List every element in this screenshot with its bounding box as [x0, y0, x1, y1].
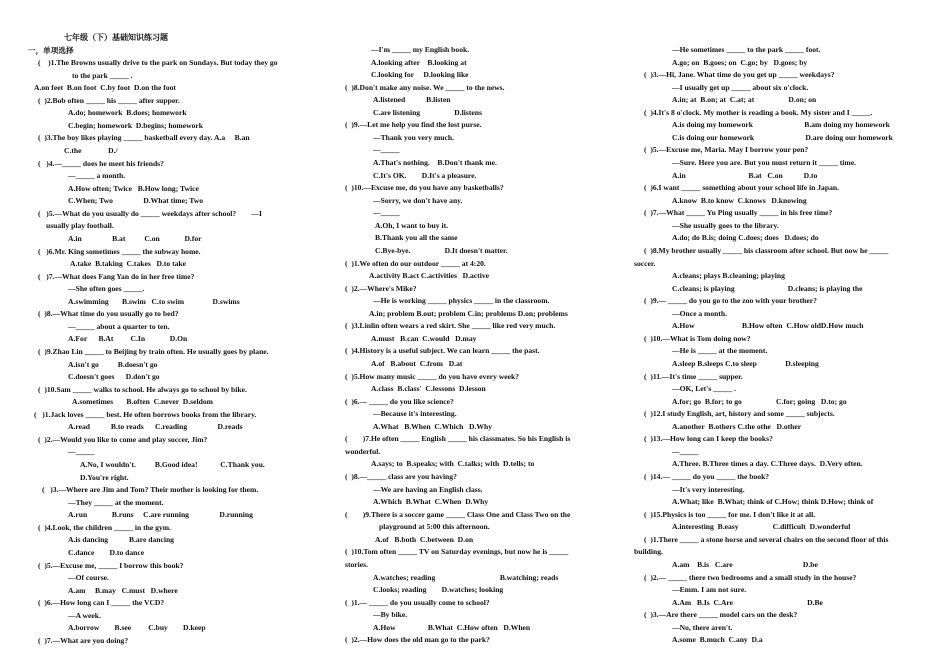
question-line: A.in B.at C.on D.for: [68, 233, 202, 243]
question-line: —He is working _____ physics _____ in the classroom.: [373, 296, 550, 306]
column-left: [28, 0, 322, 672]
question-line: —By bike.: [373, 610, 408, 620]
question-line: ( )9.Zhao Lin _____ to Beijing by train often. He usually goes by plane.: [38, 347, 269, 356]
question-line: C.the D./: [64, 146, 118, 156]
question-line: A.is doing my homework B.am doing my homework: [672, 120, 890, 130]
question-line: A.take B.taking C.takes D.to take: [70, 259, 187, 269]
question-line: —OK, Let's _____ .: [672, 384, 736, 394]
question-line: A.swimming B.swim C.to swim D.swims: [68, 296, 240, 306]
question-line: soccer.: [634, 258, 656, 268]
question-line: A.for; go B.for; to go C.for; going D.to; go: [672, 396, 847, 406]
question-line: A.is dancing B.are dancing: [68, 535, 174, 545]
question-line: C.dance D.to dance: [68, 547, 145, 557]
question-line: playground at 5:00 this afternoon.: [379, 522, 490, 532]
question-line: A.For B.At C.In D.On: [68, 334, 188, 344]
question-line: A.class B.class' C.lessons D.lesson: [371, 384, 486, 394]
question-line: ( )5.—Excuse me, _____ I borrow this book?: [38, 560, 184, 570]
question-line: ( )10.Sam _____ walks to school. He always go to school by bike.: [38, 384, 247, 394]
question-line: A.watches; reading B.watching; reads: [373, 572, 559, 582]
question-line: —_____ about a quarter to ten.: [68, 321, 170, 331]
question-line: ( )7.—What are you doing?: [38, 635, 129, 645]
question-line: A.How often; Twice B.How long; Twice: [68, 183, 199, 193]
question-line: C.doesn't goes D.don't go: [68, 372, 160, 382]
question-line: usually play football.: [46, 221, 114, 231]
question-line: A.How B.What C.How often D.When: [373, 622, 531, 632]
question-line: C.Bye-bye. D.It doesn't matter.: [375, 245, 508, 255]
question-line: ( )15.Physics is too _____ for me. I don't like it at all.: [644, 509, 816, 519]
question-line: —Sorry, we don't have any.: [373, 195, 463, 205]
question-line: ( )6.I want _____ something about your school life in Japan.: [644, 183, 839, 193]
question-line: A.What B.When C.Which D.Why: [373, 421, 492, 431]
question-line: ( )7.—What does Fang Yan do in her free time?: [38, 271, 195, 281]
question-line: ( )7.He often _____ English _____ his classmates. So his English is: [345, 434, 571, 444]
question-line: ( )11.—It's time _____ supper.: [644, 371, 743, 381]
question-line: C.looks; reading D.watches; looking: [373, 585, 504, 595]
question-line: ( )1.— _____ do you usually come to school?: [345, 597, 490, 607]
question-line: —_____: [672, 446, 699, 456]
question-line: —A week.: [68, 610, 101, 620]
question-line: A.must B.can C.would D.may: [371, 333, 477, 343]
question-line: ( )4.Look, the children _____ in the gym.: [38, 522, 171, 532]
question-line: A.sometimes B.often C.never D.seldom: [72, 397, 213, 407]
question-line: A.in; problem B.out; problem C.in; problems D.on; problems: [369, 308, 568, 318]
question-line: ( )4.It's 8 o'clock. My mother is reading a book. My sister and I _____.: [644, 107, 873, 117]
question-line: A.run B.runs C.are running D.running: [68, 510, 253, 520]
question-line: C.looking for D.looking like: [371, 70, 469, 80]
question-line: ( )5.How many music _____ do you have every week?: [345, 371, 520, 381]
question-line: ( )4.—_____ does he meet his friends?: [38, 158, 164, 168]
question-line: —No, there aren't.: [672, 622, 733, 632]
question-line: —Emm. I am not sure.: [672, 585, 747, 595]
question-line: ( )8.My brother usually _____ his classroom after school. But now he _____: [644, 245, 889, 255]
question-line: A.Oh, I want to buy it.: [375, 220, 448, 230]
question-line: —_____: [373, 145, 400, 155]
question-line: building.: [634, 547, 663, 557]
question-line: ( )1.Jack loves _____ best. He often borrows books from the library.: [34, 409, 257, 419]
question-line: ( )2.— _____ there two bedrooms and a small study in the house?: [644, 572, 857, 582]
question-line: C.are listening D.listens: [373, 107, 482, 117]
question-line: A.Three. B.Three times a day. C.Three days. D.Very often.: [672, 459, 863, 469]
question-line: ( )8.—What time do you usually go to bed?: [38, 309, 179, 319]
question-line: ( )6.— _____ do you like science?: [345, 396, 454, 406]
question-line: A.am B.may C.must D.where: [68, 585, 178, 595]
question-line: D.You're right.: [80, 472, 129, 482]
question-line: A.No, I wouldn't. B.Good idea! C.Thank you.: [80, 460, 265, 470]
question-line: B.Thank you all the same: [375, 233, 458, 243]
question-line: A.says; to B.speaks; with C.talks; with D.tells; to: [371, 459, 535, 469]
question-line: A.What; like B.What; think of C.How; think D.How; think of: [672, 497, 874, 507]
column-middle: [345, 0, 620, 672]
question-line: 一，单项选择: [28, 45, 74, 55]
question-line: A.in; at B.on; at C.at; at D.on; on: [672, 95, 817, 105]
question-line: A.How B.How often C.How oldD.How much: [672, 321, 864, 331]
question-line: ( )13.—How long can I keep the books?: [644, 434, 773, 444]
question-line: —_____: [68, 447, 95, 457]
question-line: ( )10.—Excuse me, do you have any basketballs?: [345, 183, 504, 193]
question-line: —Because it's interesting.: [373, 409, 457, 419]
question-line: —He sometimes _____ to the park _____ foot.: [672, 45, 821, 54]
question-line: A.on feet B.on foot C.by foot D.on the foot: [34, 83, 176, 93]
question-line: A.looking after B.looking at: [371, 57, 467, 67]
question-line: —Of course.: [68, 573, 109, 583]
question-line: ( )2.Bob often _____ his _____ after supper.: [38, 95, 180, 105]
question-line: stories.: [345, 559, 368, 569]
question-line: A.cleans; plays B.cleaning; playing: [672, 271, 785, 281]
question-line: ( )10.Tom often _____ TV on Saturday evenings, but now he is _____: [345, 547, 569, 557]
question-line: ( )1.We often do our outdoor _____ at 4:20.: [345, 258, 486, 268]
question-line: A.know B.to know C.knows D.knowing: [672, 195, 807, 205]
question-line: ( )8.—_____ class are you having?: [345, 472, 457, 482]
question-line: —She usually goes to the library.: [672, 220, 779, 230]
question-line: —I'm _____ my English book.: [371, 45, 470, 54]
question-line: ( )4.History is a useful subject. We can learn _____ the past.: [345, 346, 540, 356]
question-line: C.begin; homework D.begins; homework: [68, 120, 204, 130]
question-line: A.am B.is C.are D.be: [672, 559, 818, 569]
question-line: —It's very interesting.: [672, 484, 745, 494]
question-line: A.another B.others C.the othe D.other: [672, 421, 802, 431]
question-line: A.in B.at C.on D.to: [672, 170, 818, 180]
question-line: ( )6.—How long can I _____ the VCD?: [38, 598, 165, 608]
question-line: ( )1.There _____ a stone horse and several chairs on the second floor of this: [644, 534, 889, 544]
question-line: wonderful.: [345, 446, 381, 456]
question-line: A.sleep B.sleeps C.to sleep D.sleeping: [672, 359, 819, 368]
question-line: C.It's OK. D.It's a pleasure.: [373, 170, 477, 180]
question-line: to the park _____ .: [72, 70, 133, 80]
question-line: ( )10.—What is Tom doing now?: [644, 333, 751, 343]
question-line: A.of B.both C.between D.on: [375, 534, 474, 544]
question-line: A.read B.to reads C.reading D.reads: [68, 422, 243, 432]
question-line: A.Am B.Is C.Are D.Be: [672, 597, 823, 607]
worksheet-title: 七年级（下）基础知识练习题: [64, 33, 168, 42]
question-line: A.borrow B.see C.buy D.keep: [68, 623, 206, 633]
question-line: ( )3.—Hi, Jane. What time do you get up _____ weekdays?: [644, 70, 835, 80]
question-line: —We are having an English class.: [373, 484, 483, 494]
question-line: A.That's nothing. B.Don't thank me.: [373, 158, 497, 168]
question-line: ( )1.The Browns usually drive to the park on Sundays. But today they go: [38, 58, 278, 68]
question-line: A.listened B.listen: [373, 95, 451, 105]
question-line: ( )3.The boy likes playing _____ basketball every day. A.a B.an: [38, 133, 250, 143]
question-line: —I usually get up _____ about six o'clock.: [672, 82, 809, 92]
question-line: —He is _____ at the moment.: [672, 346, 768, 356]
question-line: ( )6.Mr. King sometimes _____ the subway home.: [38, 246, 201, 256]
question-line: A.go; on B.goes; on C.go; by D.goes; by: [672, 57, 808, 67]
question-line: —_____: [373, 208, 400, 218]
question-line: ( )9.— _____ do you go to the zoo with your brother?: [644, 296, 817, 306]
question-line: ( )2.—How does the old man go to the park?: [345, 635, 490, 645]
column-right: [634, 0, 932, 672]
question-line: ( )3.—Where are Jim and Tom? Their mother is looking for them.: [42, 485, 259, 495]
question-line: ( )3.Linlin often wears a red skirt. She _____ like red very much.: [345, 321, 556, 331]
question-line: A.activity B.act C.activities D.active: [369, 271, 489, 281]
question-line: ( )7.—What _____ Yu Ping usually _____ in his free time?: [644, 208, 833, 218]
question-line: ( )3.—Are there _____ model cars on the desk?: [644, 610, 798, 620]
question-line: A.interesting B.easy C.difficult D.wonderful: [672, 522, 851, 532]
question-line: ( )14.— _____ do you _____ the book?: [644, 472, 770, 482]
question-line: —Once a month.: [672, 308, 728, 318]
question-line: —Thank you very much.: [373, 132, 455, 142]
question-line: C.is doing our homework D.are doing our homework: [672, 132, 893, 142]
question-line: A.some B.much C.any D.a: [672, 635, 763, 645]
question-line: ( )5.—What do you usually do _____ weekdays after school? —I: [38, 208, 262, 218]
question-line: ( )9.—Let me help you find the lost purse.: [345, 120, 482, 130]
question-line: —_____ a month.: [68, 171, 126, 181]
question-line: C.cleans; is playing D.cleans; is playing the: [672, 283, 863, 293]
question-line: A.isn't go B.doesn't go: [68, 359, 158, 369]
question-line: —Sure. Here you are. But you must return it _____ time.: [672, 158, 856, 168]
question-line: ( )12.I study English, art, history and some _____ subjects.: [644, 409, 835, 419]
question-line: C.When; Two D.What time; Two: [68, 196, 204, 206]
question-line: —They _____ at the moment.: [68, 497, 164, 507]
question-line: ( )2.—Would you like to come and play soccer, Jim?: [38, 434, 208, 444]
question-line: ( )5.—Excuse me, Maria. May I borrow your pen?: [644, 145, 809, 155]
question-line: ( )8.Don't make any noise. We _____ to the news.: [345, 82, 505, 92]
question-line: A.of B.about C.from D.at: [371, 359, 463, 368]
question-line: A.do; do B.is; doing C.does; does D.does; do: [672, 233, 819, 243]
question-line: A.Which B.What C.When D.Why: [373, 497, 489, 507]
question-line: —She often goes _____.: [68, 284, 145, 294]
question-line: ( )9.There is a soccer game _____ Class One and Class Two on the: [345, 509, 571, 519]
question-line: A.do; homework B.does; homework: [68, 108, 187, 118]
question-line: ( )2.—Where's Mike?: [345, 283, 417, 293]
